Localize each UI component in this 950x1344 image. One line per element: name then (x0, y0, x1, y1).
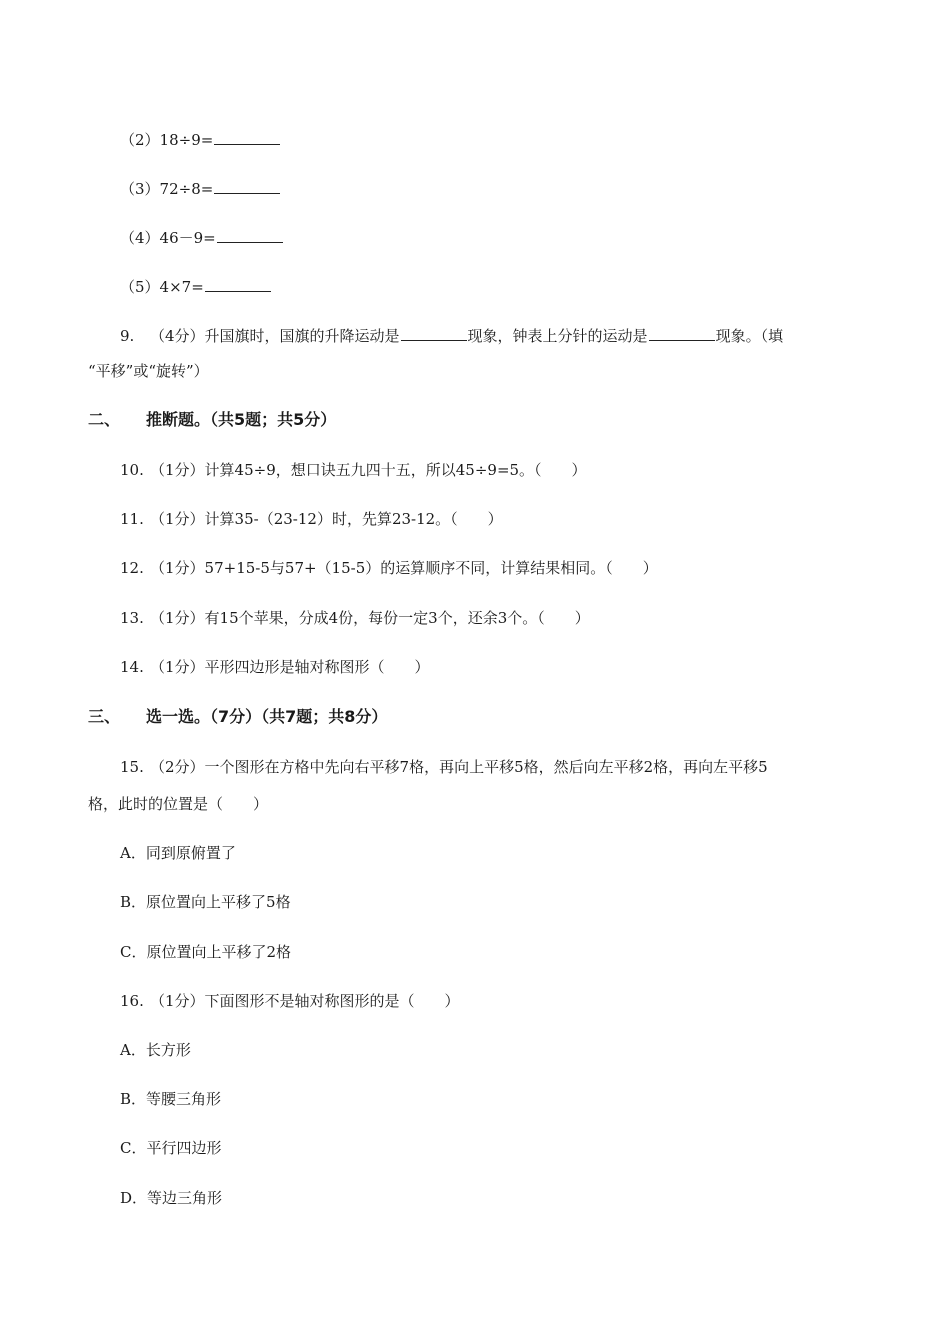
question-text: （1分）平形四边形是轴对称图形（ ） (150, 658, 430, 676)
option-a[interactable]: A．长方形 (120, 1041, 191, 1059)
question-number: 16. (120, 992, 144, 1010)
option-c[interactable]: C．原位置向上平移了2格 (120, 943, 292, 961)
option-d[interactable]: D．等边三角形 (120, 1189, 223, 1207)
question-13 (120, 608, 590, 628)
question-number: 9. (120, 327, 135, 345)
option-b[interactable]: B．原位置向上平移了5格 (120, 893, 291, 911)
fill-item-label: （3）72÷8= (120, 180, 214, 198)
fill-item (120, 226, 284, 248)
fill-item (120, 128, 281, 150)
answer-blank[interactable] (217, 226, 283, 243)
answer-blank[interactable] (205, 275, 271, 292)
question-text: （1分）计算45÷9，想口诀五九四十五，所以45÷9=5。（ ） (150, 461, 587, 479)
fill-item-label: （4）46－9= (120, 229, 216, 247)
question-16 (120, 991, 460, 1011)
section-number: 二、 (88, 410, 121, 429)
option-c[interactable]: C．平行四边形 (120, 1139, 222, 1157)
question-text: （2分）一个图形在方格中先向右平移7格，再向上平移5格，然后向左平移2格，再向左平移5 (150, 758, 768, 776)
question-12 (120, 558, 658, 578)
fill-item (120, 275, 272, 297)
answer-blank[interactable] (649, 324, 715, 341)
option-a[interactable]: A．同到原俯置了 (120, 844, 236, 862)
question-text: （1分）有15个苹果，分成4份，每份一定3个，还余3个。（ ） (150, 609, 590, 627)
question-11 (120, 509, 503, 529)
question-9-continued: “平移”或“旋转”） (88, 362, 209, 380)
section-number: 三、 (88, 707, 121, 726)
question-15 (120, 757, 768, 777)
question-9 (120, 324, 783, 346)
fill-item (120, 177, 281, 199)
fill-item-label: （5）4×7= (120, 278, 204, 296)
question-number: 13. (120, 609, 144, 627)
answer-blank[interactable] (401, 324, 467, 341)
answer-blank[interactable] (214, 128, 280, 145)
question-10 (120, 460, 587, 480)
question-15-continued: 格，此时的位置是（ ） (88, 795, 269, 813)
question-text: （1分）计算35-（23-12）时，先算23-12。（ ） (150, 510, 503, 528)
option-b[interactable]: B．等腰三角形 (120, 1090, 222, 1108)
question-number: 14. (120, 658, 144, 676)
section-title: 推断题。（共5题；共5分） (146, 410, 337, 429)
question-14 (120, 657, 430, 677)
question-text: （1分）下面图形不是轴对称图形的是（ ） (150, 992, 460, 1010)
section-title: 选一选。（7分）（共7题；共8分） (146, 707, 388, 726)
question-text: （4分）升国旗时，国旗的升降运动是 (150, 327, 400, 345)
question-text: 现象。（填 (715, 327, 784, 345)
question-number: 10. (120, 461, 144, 479)
question-text: 现象，钟表上分针的运动是 (467, 327, 648, 345)
question-text: （1分）57+15-5与57+（15-5）的运算顺序不同，计算结果相同。（ ） (150, 559, 658, 577)
fill-item-label: （2）18÷9= (120, 131, 214, 149)
question-number: 12. (120, 559, 144, 577)
section-heading (88, 707, 387, 727)
question-number: 15. (120, 758, 144, 776)
answer-blank[interactable] (214, 177, 280, 194)
question-number: 11. (120, 510, 144, 528)
section-heading (88, 410, 336, 430)
